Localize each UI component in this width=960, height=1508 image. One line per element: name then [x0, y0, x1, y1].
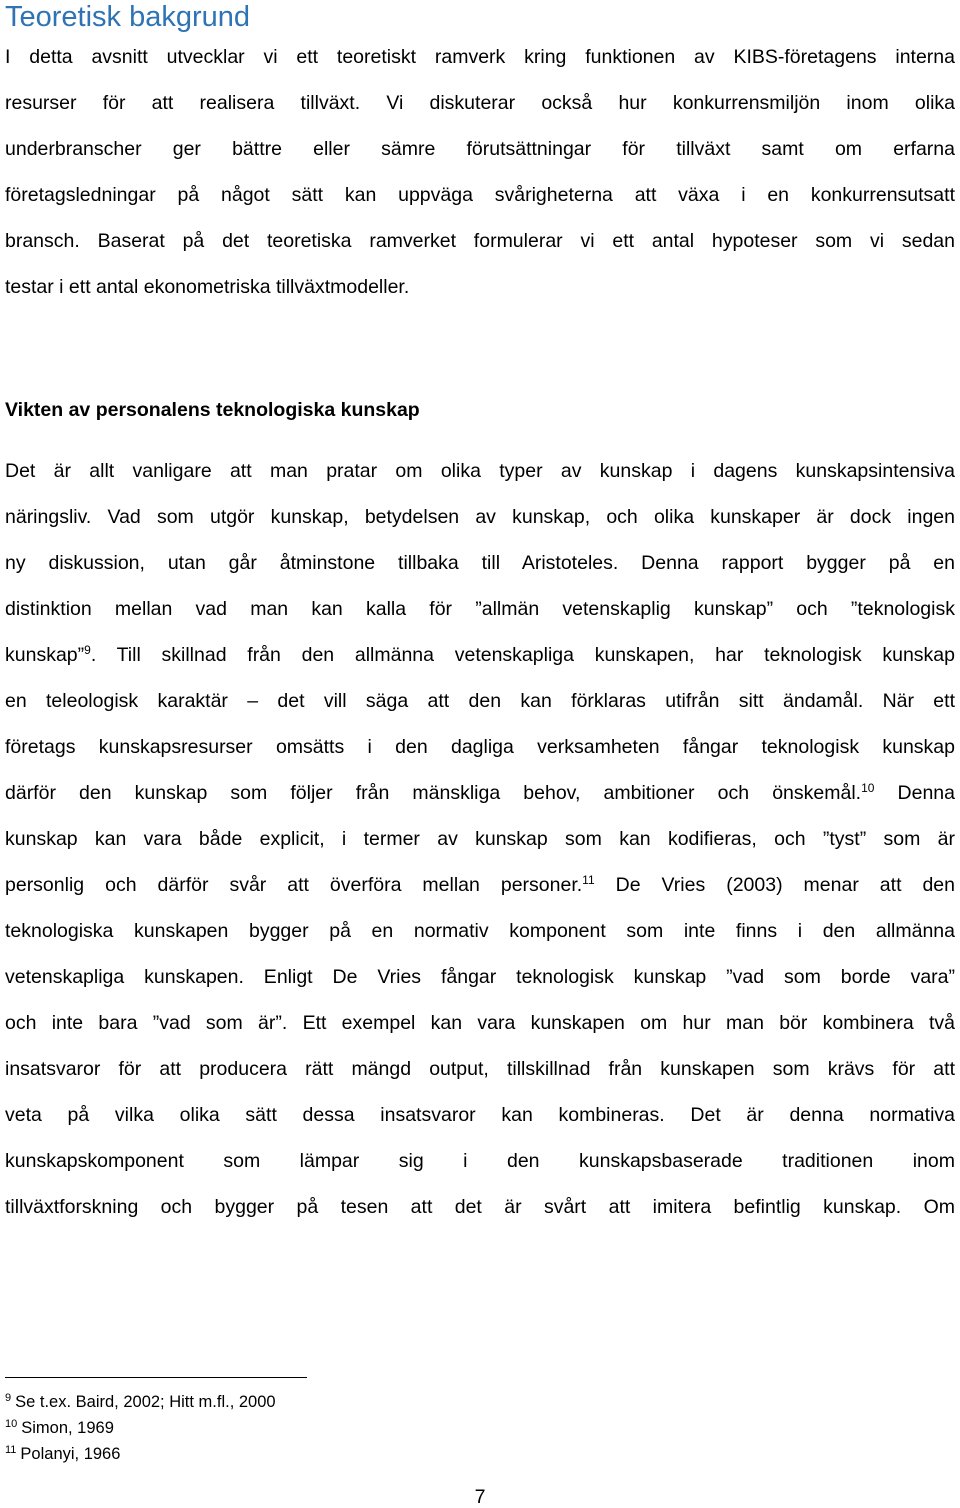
body-line: ny diskussion, utan går åtminstone tillbaka till Aristoteles. Denna rapport bygger på en — [5, 552, 955, 574]
body-line: Det är allt vanligare att man pratar om olika typer av kunskap i dagens kunskapsintensiva — [5, 460, 955, 482]
body-line: en teleologisk karaktär – det vill säga att den kan förklaras utifrån sitt ändamål. När ett — [5, 690, 955, 712]
footnote-number: 9 — [5, 1392, 12, 1404]
intro-line: resurser för att realisera tillväxt. Vi diskuterar också hur konkurrensmiljön inom olika — [5, 92, 955, 114]
body-line: företags kunskapsresurser omsätts i den dagliga verksamheten fångar teknologisk kunskap — [5, 736, 955, 758]
footnote-separator — [5, 1377, 307, 1378]
footnote — [5, 1389, 276, 1415]
section-title: Teoretisk bakgrund — [5, 1, 251, 33]
body-line: kunskapskomponent som lämpar sig i den kunskapsbaserade traditionen inom — [5, 1150, 955, 1172]
footnote-number: 11 — [5, 1444, 17, 1456]
footnote-number: 10 — [5, 1418, 18, 1430]
footnote-text: Polanyi, 1966 — [20, 1445, 121, 1463]
subsection-heading: Vikten av personalens teknologiska kunskap — [5, 399, 420, 421]
intro-line: företagsledningar på något sätt kan uppväga svårigheterna att växa i en konkurrensutsatt — [5, 184, 955, 206]
body-line: veta på vilka olika sätt dessa insatsvaror kan kombineras. Det är denna normativa — [5, 1104, 955, 1126]
body-line: insatsvaror för att producera rätt mängd output, tillskillnad från kunskapen som krävs för att — [5, 1058, 955, 1080]
footnote-ref: 9 — [84, 643, 91, 657]
intro-line: testar i ett antal ekonometriska tillväxtmodeller. — [5, 276, 410, 298]
intro-line: bransch. Baserat på det teoretiska ramverket formulerar vi ett antal hypoteser som vi sedan — [5, 230, 955, 252]
footnotes — [5, 1389, 276, 1467]
footnote-text: Se t.ex. Baird, 2002; Hitt m.fl., 2000 — [15, 1393, 276, 1411]
body-line: kunskap”$^9$. Till skillnad från den allmänna vetenskapliga kunskapen, har teknologisk kunskap — [5, 643, 955, 666]
intro-line: underbranscher ger bättre eller sämre förutsättningar för tillväxt samt om erfarna — [5, 138, 955, 160]
body-paragraph — [5, 448, 955, 1230]
body-line: näringsliv. Vad som utgör kunskap, betydelsen av kunskap, och olika kunskaper är dock ingen — [5, 506, 955, 528]
footnote — [5, 1415, 276, 1441]
body-line: vetenskapliga kunskapen. Enligt De Vries fångar teknologisk kunskap ”vad som borde vara” — [5, 966, 955, 988]
footnote-ref: 11 — [582, 873, 595, 887]
body-line: distinktion mellan vad man kan kalla för ”allmän vetenskaplig kunskap” och ”teknologisk — [5, 598, 955, 620]
footnote — [5, 1441, 276, 1467]
body-line: teknologiska kunskapen bygger på en normativ komponent som inte finns i den allmänna — [5, 920, 955, 942]
body-line: tillväxtforskning och bygger på tesen att det är svårt att imitera befintlig kunskap. Om — [5, 1196, 955, 1218]
body-line: och inte bara ”vad som är”. Ett exempel kan vara kunskapen om hur man bör kombinera två — [5, 1012, 955, 1034]
page-number: 7 — [474, 1486, 486, 1508]
footnote-ref: 10 — [861, 781, 875, 795]
intro-line: I detta avsnitt utvecklar vi ett teoretiskt ramverk kring funktionen av KIBS-företagens interna — [5, 46, 955, 68]
body-line: kunskap kan vara både explicit, i termer av kunskap som kan kodifieras, och ”tyst” som är — [5, 828, 955, 850]
footnote-text: Simon, 1969 — [21, 1419, 114, 1437]
body-line: därför den kunskap som följer från mänskliga behov, ambitioner och önskemål.$^{10}$ Denna — [5, 781, 955, 804]
intro-paragraph — [5, 34, 955, 310]
body-line: personlig och därför svår att överföra mellan personer.$^{11}$ De Vries (2003) menar att den — [5, 873, 955, 896]
